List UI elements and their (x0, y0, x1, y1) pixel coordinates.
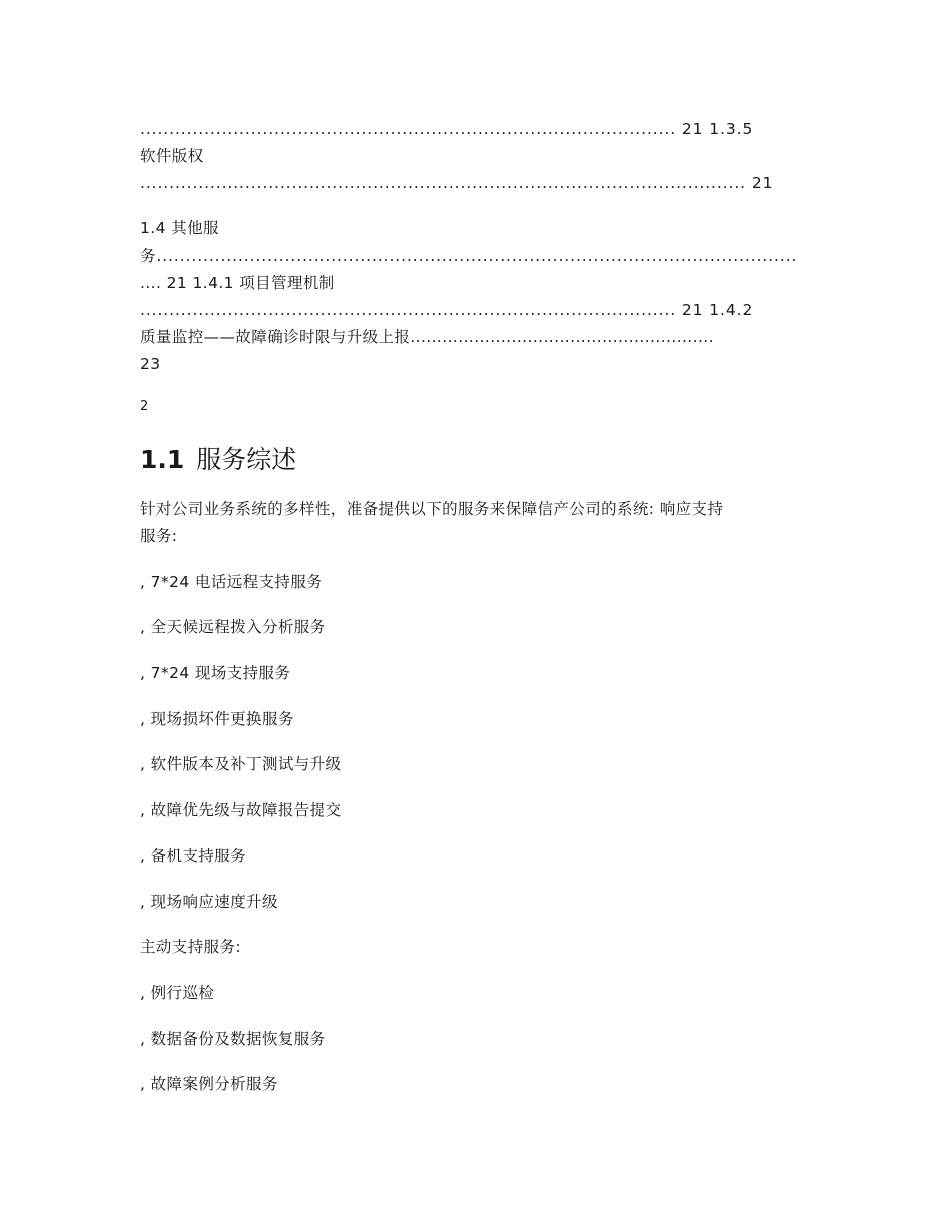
toc-line: ............................................................................................ 21 1.4.2 (140, 301, 754, 319)
list-item: , 全天候远程拨入分析服务 (140, 618, 326, 636)
list-item: , 现场响应速度升级 (140, 893, 278, 911)
toc-line: 1.4 其他服 (140, 219, 219, 237)
list-item: , 故障优先级与故障报告提交 (140, 801, 342, 819)
toc-line: 质量监控——故障确诊时限与升级上报......................................................... (140, 328, 714, 346)
list-item: , 现场损坏件更换服务 (140, 710, 294, 728)
list-item: , 7*24 现场支持服务 (140, 664, 291, 682)
section-heading (140, 444, 296, 476)
section-number: 1.1 (140, 445, 185, 474)
list-item: , 数据备份及数据恢复服务 (140, 1030, 326, 1048)
list-item: , 故障案例分析服务 (140, 1075, 278, 1093)
intro-text: 针对公司业务系统的多样性，准备提供以下的服务来保障信产公司的系统: 响应支持 (140, 500, 724, 518)
toc-line: ............................................................................................ 21 1.3.5 (140, 120, 754, 138)
list-item: , 7*24 电话远程支持服务 (140, 573, 323, 591)
subsection-label: 主动支持服务: (140, 938, 242, 956)
toc-line: 务.............................................................................................................. (140, 247, 798, 265)
list-item: , 软件版本及补丁测试与升级 (140, 755, 342, 773)
toc-line: 23 (140, 355, 161, 373)
toc-line: .... 21 1.4.1 项目管理机制 (140, 274, 335, 292)
toc-line: 软件版权 (140, 147, 204, 165)
toc-line: ........................................................................................................ 21 (140, 174, 774, 192)
list-item: , 备机支持服务 (140, 847, 247, 865)
page-number: 2 (140, 399, 149, 414)
intro-text: 服务: (140, 527, 178, 545)
section-title: 服务综述 (196, 445, 297, 474)
list-item: , 例行巡检 (140, 984, 215, 1002)
